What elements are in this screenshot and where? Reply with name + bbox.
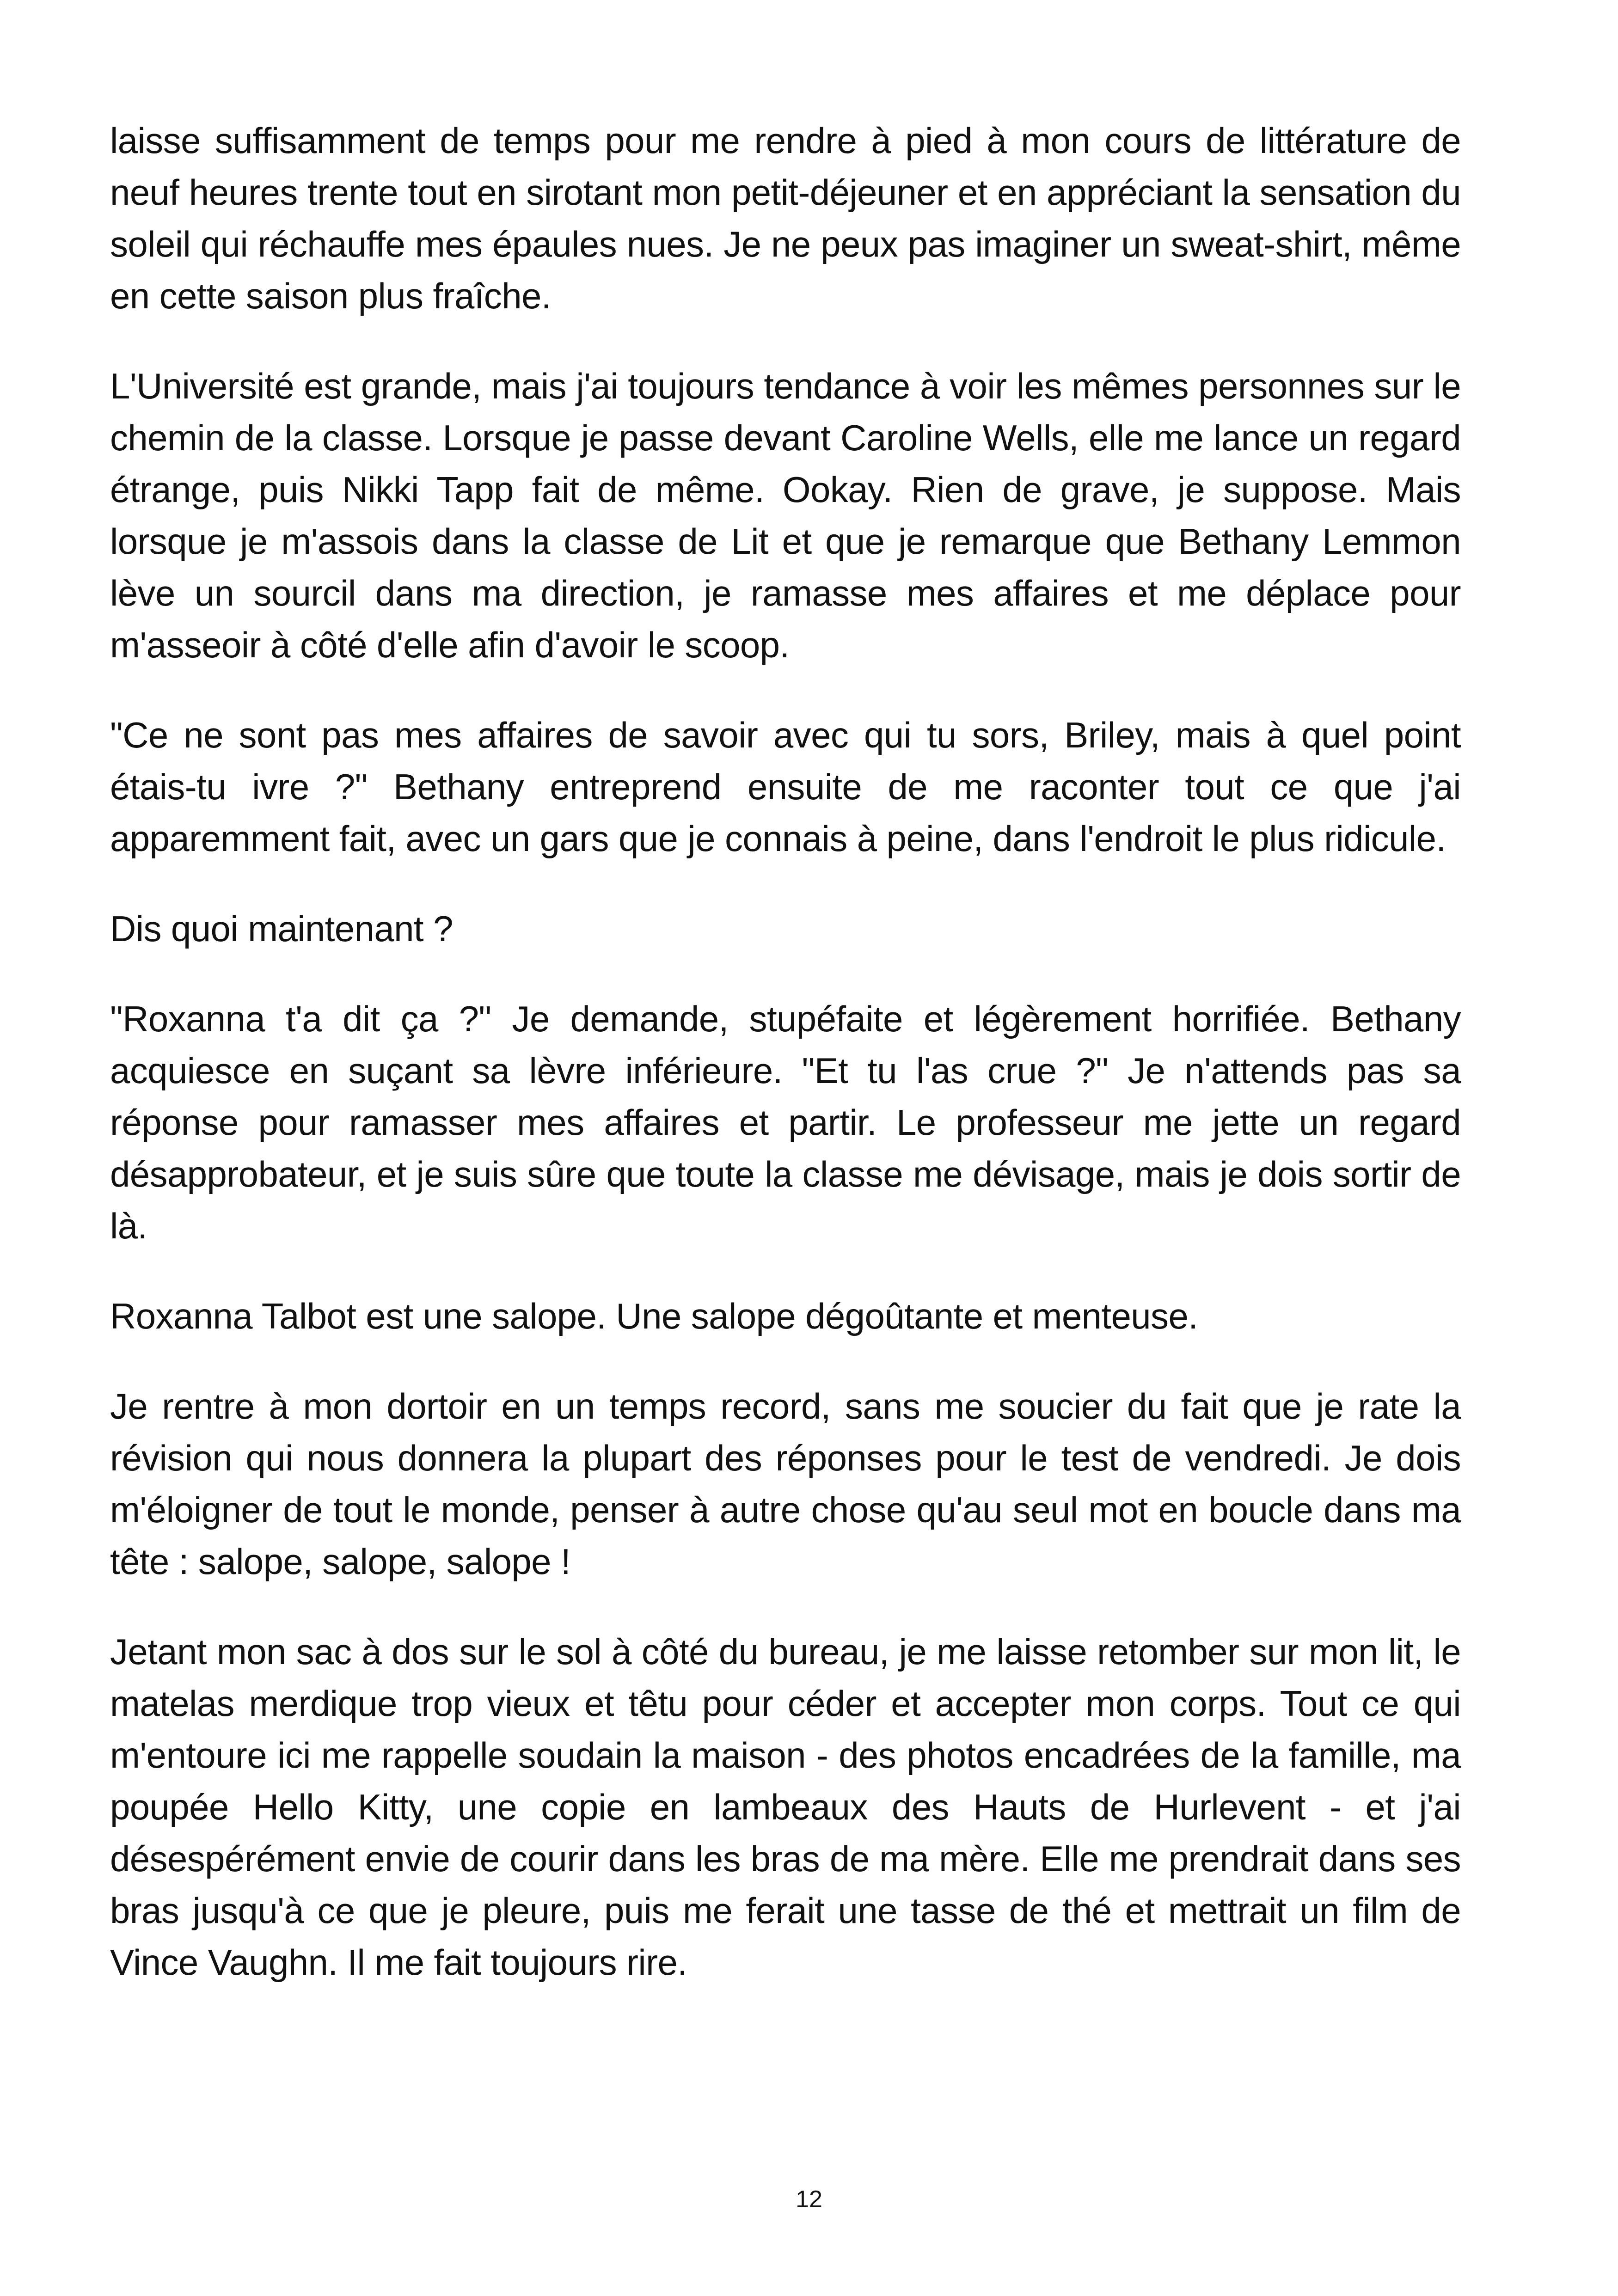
paragraph: Je rentre à mon dortoir en un temps record, sans me soucier du fait que je rate la révision qui nous donnera la plupart des réponses pour le test de vendredi. Je dois m'éloigner de tout le monde, penser à autre chose qu'au seul mot en boucle dans ma tête : salope, salope, salope ! <box>110 1386 1461 1582</box>
paragraph: L'Université est grande, mais j'ai toujours tendance à voir les mêmes personnes sur le chemin de la classe. Lorsque je passe devant Caroline Wells, elle me lance un regard étrange, puis Nikki Tapp fait de même. Ookay. Rien de grave, je suppose. Mais lorsque je m'assois dans la classe de Lit et que je remarque que Bethany Lemmon lève un sourcil dans ma direction, je ramasse mes affaires et me déplace pour m'asseoir à côté d'elle afin d'avoir le scoop. <box>110 366 1461 665</box>
paragraph: Dis quoi maintenant ? <box>110 908 453 949</box>
paragraph: "Roxanna t'a dit ça ?" Je demande, stupéfaite et légèrement horrifiée. Bethany acquiesce en suçant sa lèvre inférieure. "Et tu l'as crue ?" Je n'attends pas sa réponse pour ramasser mes affaires et partir. Le professeur me jette un regard désapprobateur, et je suis sûre que toute la classe me dévisage, mais je dois sortir de là. <box>110 998 1461 1246</box>
paragraph: Roxanna Talbot est une salope. Une salope dégoûtante et menteuse. <box>110 1296 1198 1336</box>
paragraph: laisse suffisamment de temps pour me rendre à pied à mon cours de littérature de neuf heures trente tout en sirotant mon petit-déjeuner et en appréciant la sensation du soleil qui réchauffe mes épaules nues. Je ne peux pas imaginer un sweat-shirt, même en cette saison plus fraîche. <box>110 120 1461 316</box>
page-number: 12 <box>796 2186 822 2213</box>
paragraph: Jetant mon sac à dos sur le sol à côté du bureau, je me laisse retomber sur mon lit, le matelas merdique trop vieux et têtu pour céder et accepter mon corps. Tout ce qui m'entoure ici me rappelle soudain la maison - des photos encadrées de la famille, ma poupée Hello Kitty, une copie en lambeaux des Hauts de Hurlevent - et j'ai désespérément envie de courir dans les bras de ma mère. Elle me prendrait dans ses bras jusqu'à ce que je pleure, puis me ferait une tasse de thé et mettrait un film de Vince Vaughn. Il me fait toujours rire. <box>110 1631 1461 1983</box>
body-text <box>110 115 1461 2027</box>
paragraph: "Ce ne sont pas mes affaires de savoir avec qui tu sors, Briley, mais à quel point étais-tu ivre ?" Bethany entreprend ensuite de me raconter tout ce que j'ai apparemment fait, avec un gars que je connais à peine, dans l'endroit le plus ridicule. <box>110 715 1461 859</box>
